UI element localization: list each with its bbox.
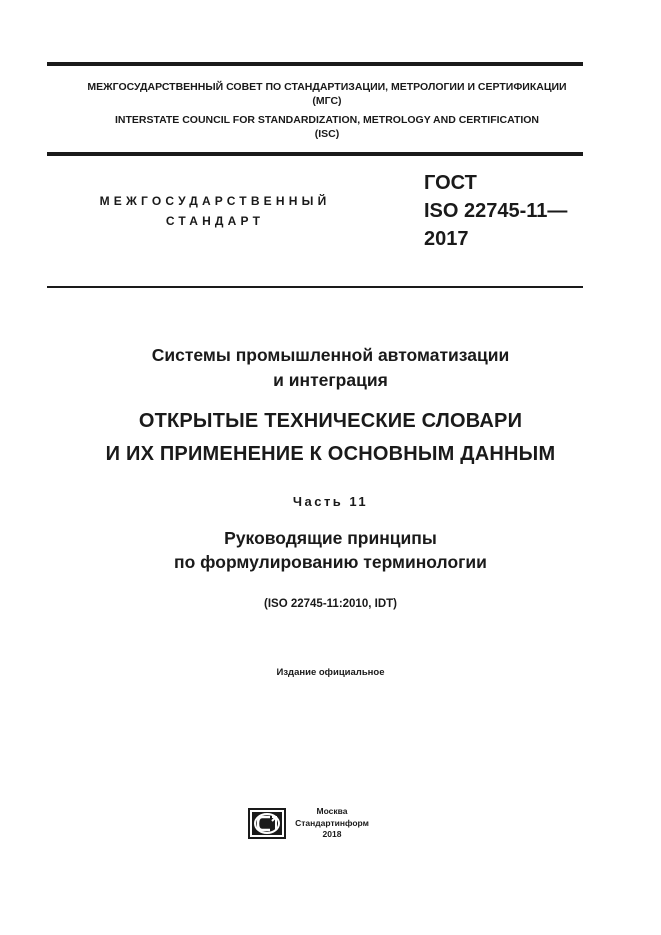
- subtitle-line2: по формулированию терминологии: [174, 552, 487, 572]
- subtitle-line1: Руководящие принципы: [224, 528, 437, 548]
- designation: [424, 169, 567, 253]
- main-title-line1: ОТКРЫТЫЕ ТЕХНИЧЕСКИЕ СЛОВАРИ: [138, 410, 523, 432]
- council-name-ru: МЕЖГОСУДАРСТВЕННЫЙ СОВЕТ ПО СТАНДАРТИЗАЦИИ, МЕТРОЛОГИИ И СЕРТИФИКАЦИИ: [87, 81, 567, 93]
- publisher: [292, 806, 372, 841]
- designation-line2: ISO 22745-11—: [424, 200, 568, 222]
- general-title-line2: и интеграция: [273, 370, 388, 390]
- header-bottom-rule: [47, 286, 583, 288]
- council-bottom-rule: [47, 152, 583, 156]
- part-number: Часть 11: [292, 494, 369, 509]
- designation-line1: ГОСТ: [424, 172, 477, 194]
- general-title: [0, 343, 661, 393]
- general-title-line1: Системы промышленной автоматизации: [151, 345, 510, 365]
- publisher-year: 2018: [322, 829, 342, 839]
- standartinform-logo-icon: [248, 808, 286, 839]
- edition-label: Издание официальное: [276, 667, 385, 678]
- main-title: [0, 405, 661, 471]
- standard-type-line1: МЕЖГОСУДАРСТВЕННЫЙ: [99, 194, 331, 208]
- council-abbr-en: (ISC): [314, 128, 340, 140]
- top-rule: [47, 62, 583, 66]
- designation-line3: 2017: [424, 228, 469, 250]
- council-abbr-ru: (МГС): [312, 95, 342, 107]
- subtitle: [0, 526, 661, 574]
- standard-type-line2: СТАНДАРТ: [165, 214, 265, 228]
- council-name-en: INTERSTATE COUNCIL FOR STANDARDIZATION, METROLOGY AND CERTIFICATION: [114, 114, 540, 126]
- council-block: [47, 80, 607, 141]
- main-title-line2: И ИХ ПРИМЕНЕНИЕ К ОСНОВНЫМ ДАННЫМ: [105, 443, 556, 465]
- publisher-city: Москва: [316, 806, 348, 816]
- iso-reference: (ISO 22745-11:2010, IDT): [264, 598, 397, 610]
- standard-type: [70, 191, 360, 231]
- publisher-name: Стандартинформ: [295, 817, 369, 828]
